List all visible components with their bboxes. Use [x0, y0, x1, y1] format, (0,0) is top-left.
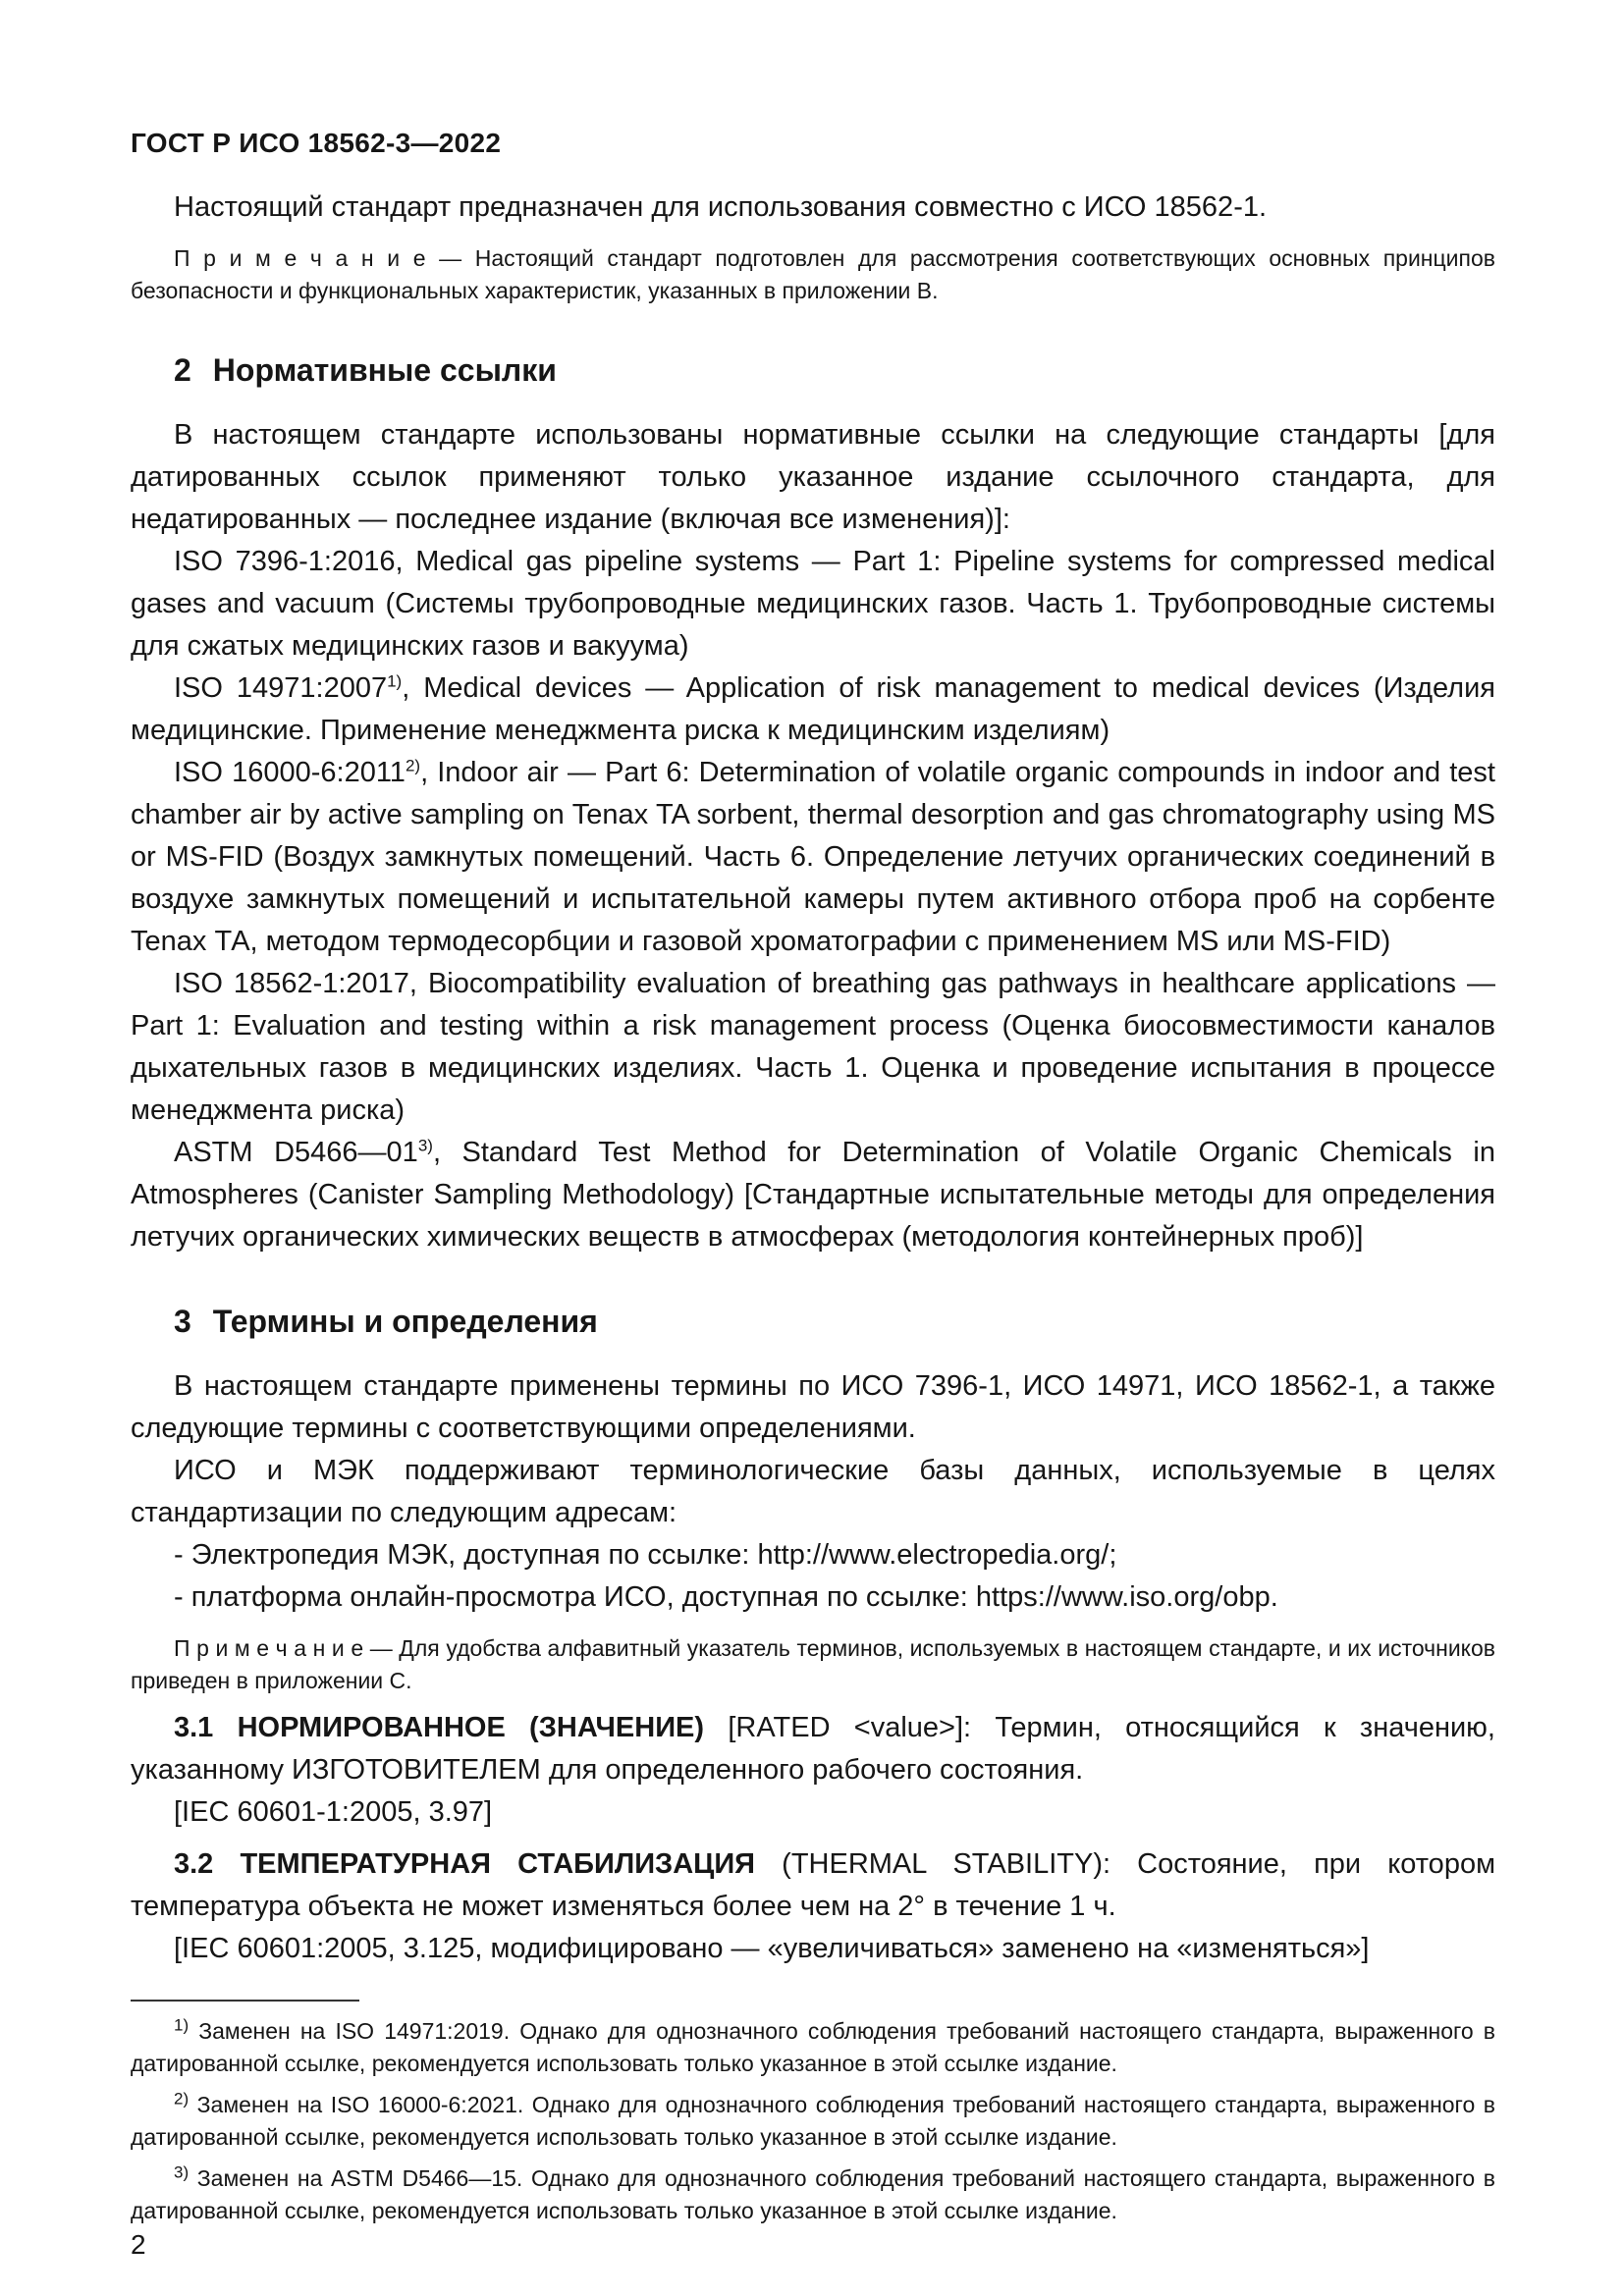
footnote-3 [131, 2163, 1495, 2227]
section-3-title: Термины и определения [212, 1304, 598, 1339]
reference-iso-16000-6 [131, 752, 1495, 963]
footnote-marker: 1) [387, 671, 403, 691]
section-3-number: 3 [174, 1304, 191, 1339]
section-2-heading [131, 352, 1495, 389]
term-source-3-1: [IEC 60601-1:2005, 3.97] [174, 1796, 493, 1828]
list-item-iso-obp: - платформа онлайн-просмотра ИСО, доступная по ссылке: https://www.iso.org/obp. [174, 1581, 1278, 1613]
term-title [174, 1712, 704, 1743]
page-number: 2 [131, 2229, 146, 2260]
reference-text: ISO 14971:2007 [174, 672, 388, 704]
reference-iso-14971 [131, 667, 1495, 752]
term-number: 3.1 [174, 1712, 214, 1743]
term-source-3-2: [IEC 60601:2005, 3.125, модифицировано — «увеличиваться» заменено на «изменяться»] [174, 1933, 1370, 1964]
term-number: 3.2 [174, 1848, 214, 1880]
term-text: [RATED <value>]: Термин, относящийся к значению, указанному ИЗГОТОВИТЕЛЕМ для определенного рабочего состояния. [131, 1712, 1495, 1786]
footnote-separator [131, 2000, 359, 2002]
section-3-note [131, 1632, 1495, 1697]
term-definition-3-2 [131, 1843, 1495, 1928]
footnote-text: Заменен на ISO 16000-6:2021. Однако для однозначного соблюдения требований настоящего стандарта, выраженного в датированной ссылке, рекомендуется использовать только указанное в этой ссылке издание. [131, 2092, 1495, 2150]
footnote-1 [131, 2015, 1495, 2080]
note-text: Для удобства алфавитный указатель терминов, используемых в настоящем стандарте, и их источников приведен в приложении С. [131, 1635, 1496, 1693]
reference-text: , Medical devices — Application of risk management to medical devices (Изделия медицинские. Применение менеджмента риска к медицинским изделиям) [131, 672, 1495, 746]
footnote-marker: 3) [174, 2163, 189, 2182]
term-name: ТЕМПЕРАТУРНАЯ СТАБИЛИЗАЦИЯ [240, 1848, 756, 1880]
footnote-text: Заменен на ISO 14971:2019. Однако для однозначного соблюдения требований настоящего стандарта, выраженного в датированной ссылке, рекомендуется использовать только указанное в этой ссылке издание. [131, 2018, 1495, 2076]
footnote-marker: 2) [174, 2089, 189, 2109]
intro-paragraph: Настоящий стандарт предназначен для использования совместно с ИСО 18562-1. [174, 191, 1268, 223]
term-title [174, 1848, 755, 1880]
footnote-text: Заменен на ASTM D5466—15. Однако для однозначного соблюдения требований настоящего стандарта, выраженного в датированной ссылке, рекомендуется использовать только указанное в этой ссылке издание. [131, 2165, 1495, 2223]
reference-text: ASTM D5466—01 [174, 1137, 418, 1168]
footnote-2 [131, 2089, 1495, 2154]
reference-astm-d5466 [131, 1132, 1495, 1258]
reference-iso-7396-1 [131, 541, 1495, 667]
note-label: П р и м е ч а н и е — [174, 1635, 393, 1661]
reference-text: ISO 16000-6:2011 [174, 757, 406, 788]
reference-text: , Standard Test Method for Determination of Volatile Organic Chemicals in Atmospheres (Canister Sampling Methodology) [Стандартные испытательные методы для определения летучих органических химических веществ в атмосферах (методология контейнерных проб)] [131, 1137, 1495, 1253]
list-item-electropedia: - Электропедия МЭК, доступная по ссылке: http://www.electropedia.org/; [174, 1539, 1117, 1571]
term-name: НОРМИРОВАННОЕ (ЗНАЧЕНИЕ) [237, 1712, 705, 1743]
running-header: ГОСТ Р ИСО 18562-3—2022 [131, 128, 502, 158]
reference-text: , Indoor air — Part 6: Determination of volatile organic compounds in indoor and test chamber air by active sampling on Tenax TA sorbent, thermal desorption and gas chromatography using MS or MS-FID (Воздух замкнутых помещений. Часть 6. Определение летучих органических соединений в воздухе замкнутых помещений и испытательной камеры путем активного отбора проб на сорбенте Tenax ТА, методом термодесорбции и газовой хроматографии с применением MS или MS-FID) [131, 757, 1495, 957]
note-text: Настоящий стандарт подготовлен для рассмотрения соответствующих основных принципов безопасности и функциональных характеристик, указанных в приложении В. [131, 245, 1495, 303]
term-definition-3-1 [131, 1707, 1495, 1791]
section-3-paragraph-1: В настоящем стандарте применены термины по ИСО 7396-1, ИСО 14971, ИСО 18562-1, а также следующие термины с соответствующими определениями. [131, 1370, 1495, 1444]
footnote-marker: 2) [405, 756, 421, 775]
intro-note [131, 242, 1495, 307]
note-label: П р и м е ч а н и е — [174, 245, 462, 271]
reference-iso-18562-1 [131, 963, 1495, 1132]
footnote-marker: 1) [174, 2015, 189, 2035]
section-2-title: Нормативные ссылки [212, 352, 557, 388]
reference-text: ISO 18562-1:2017, Biocompatibility evaluation of breathing gas pathways in healthcare applications — Part 1: Evaluation and testing within a risk management process (Оценка биосовместимости каналов дыхательных газов в медицинских изделиях. Часть 1. Оценка и проведение испытания в процессе менеджмента риска) [131, 968, 1495, 1126]
section-2-intro: В настоящем стандарте использованы нормативные ссылки на следующие стандарты [для датированных ссылок применяют только указанное издание ссылочного стандарта, для недатированных — последнее издание (включая все изменения)]: [131, 419, 1495, 535]
term-text: (THERMAL STABILITY): Состояние, при котором температура объекта не может изменяться более чем на 2° в течение 1 ч. [131, 1848, 1496, 1922]
section-3-paragraph-2: ИСО и МЭК поддерживают терминологические базы данных, используемые в целях стандартизации по следующим адресам: [131, 1455, 1495, 1528]
reference-text: ISO 7396-1:2016, Medical gas pipeline systems — Part 1: Pipeline systems for compressed medical gases and vacuum (Системы трубопроводные медицинских газов. Часть 1. Трубопроводные системы для сжатых медицинских газов и вакуума) [131, 546, 1495, 662]
section-2-number: 2 [174, 352, 191, 388]
footnote-marker: 3) [417, 1136, 433, 1155]
section-3-heading [131, 1304, 1495, 1340]
